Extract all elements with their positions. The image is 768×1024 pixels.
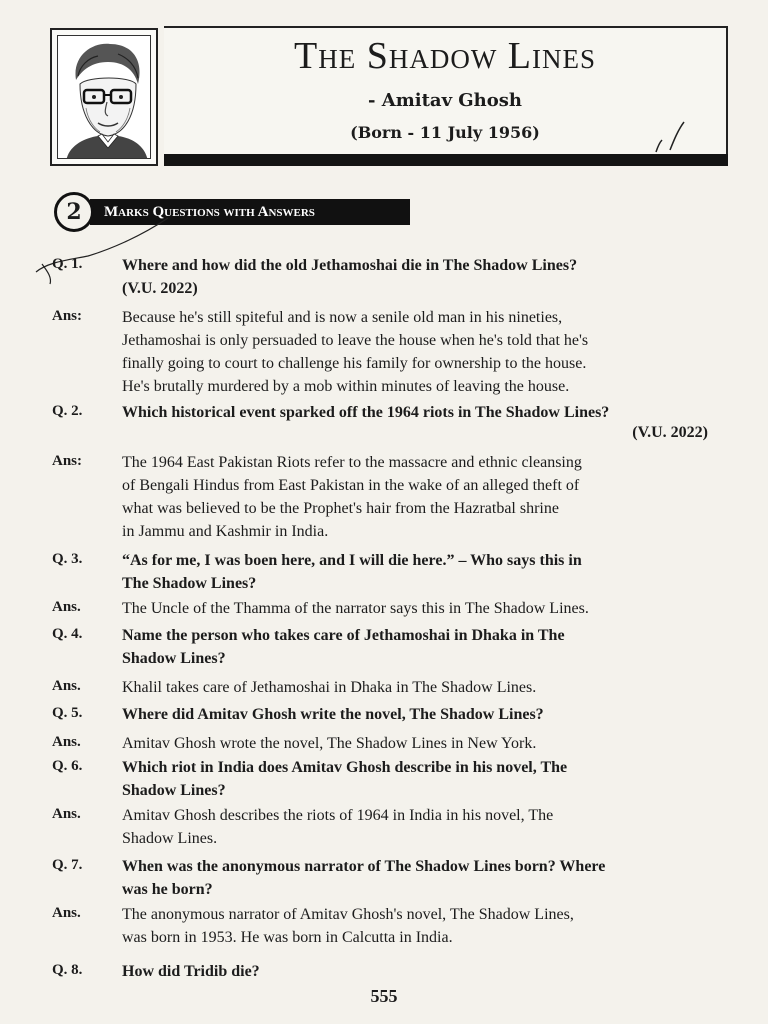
question-text-line: The Shadow Lines? [122,575,257,592]
answer-label: Ans. [52,599,81,615]
question-number: Q. 1. [52,256,83,272]
question-text-line: Shadow Lines? [122,782,226,799]
question-text-line: “As for me, I was boen here, and I will die here.” – Who says this in [122,552,582,569]
section-number-badge: 2 [54,192,94,232]
answer-text-line: was born in 1953. He was born in Calcutta in India. [122,929,453,946]
book-title: The Shadow Lines [293,35,597,77]
answer-text-line: Jethamoshai is only persuaded to leave the house when he's told that he's [122,332,589,349]
question-number: Q. 3. [52,551,83,567]
author-portrait [57,35,151,159]
answer-text-line: what was believed to be the Prophet's hair from the Hazratbal shrine [122,500,559,517]
question-text-line: Shadow Lines? [122,650,226,667]
question-text-line: Where did Amitav Ghosh write the novel, The Shadow Lines? [122,706,544,723]
section-heading: Marks Questions with Answers [90,199,410,225]
question-number: Q. 6. [52,758,83,774]
answer-label: Ans: [52,308,83,324]
answer-text-line: in Jammu and Kashmir in India. [122,523,329,540]
question-number: Q. 8. [52,962,83,978]
answer-text-line: The anonymous narrator of Amitav Ghosh's novel, The Shadow Lines, [122,906,574,923]
question-number: Q. 5. [52,705,83,721]
question-source: (V.U. 2022) [632,424,708,441]
question-number: Q. 2. [52,403,83,419]
question-text-line: Where and how did the old Jethamoshai die in The Shadow Lines? [122,257,578,274]
answer-text-line: The 1964 East Pakistan Riots refer to the massacre and ethnic cleansing [122,454,582,471]
author-portrait-frame [50,28,158,166]
answer-text-line: of Bengali Hindus from East Pakistan in the wake of an alleged theft of [122,477,580,494]
question-text-line: Which riot in India does Amitav Ghosh describe in his novel, The [122,759,568,776]
title-box [164,26,728,158]
answer-text-line: Shadow Lines. [122,830,218,847]
answer-label: Ans. [52,905,81,921]
answer-text-line: Amitav Ghosh describes the riots of 1964 in India in his novel, The [122,807,554,824]
page-number: 555 [370,986,398,1006]
answer-text-line: finally going to court to challenge his family for ownership to the house. [122,355,587,372]
pen-tick-mark-icon [652,120,692,156]
question-text-line: Which historical event sparked off the 1964 riots in The Shadow Lines? [122,404,610,421]
question-number: Q. 7. [52,857,83,873]
author-born: (Born - 11 July 1956) [350,123,540,142]
answer-text-line: The Uncle of the Thamma of the narrator says this in The Shadow Lines. [122,600,589,617]
question-text-line: Name the person who takes care of Jethamoshai in Dhaka in The [122,627,565,644]
answer-text-line: Amitav Ghosh wrote the novel, The Shadow Lines in New York. [122,735,537,752]
question-text-line: (V.U. 2022) [122,280,198,297]
question-text-line: How did Tridib die? [122,963,260,980]
author-name: - Amitav Ghosh [368,90,522,111]
answer-text-line: He's brutally murdered by a mob within minutes of leaving the house. [122,378,570,395]
question-text-line: When was the anonymous narrator of The Shadow Lines born? Where [122,858,606,875]
answer-text-line: Khalil takes care of Jethamoshai in Dhaka in The Shadow Lines. [122,679,537,696]
question-text-line: was he born? [122,881,213,898]
answer-text-line: Because he's still spiteful and is now a senile old man in his nineties, [122,309,563,326]
answer-label: Ans. [52,734,81,750]
answer-label: Ans. [52,678,81,694]
question-number: Q. 4. [52,626,83,642]
answer-label: Ans: [52,453,83,469]
author-sketch-icon [58,36,151,159]
answer-label: Ans. [52,806,81,822]
